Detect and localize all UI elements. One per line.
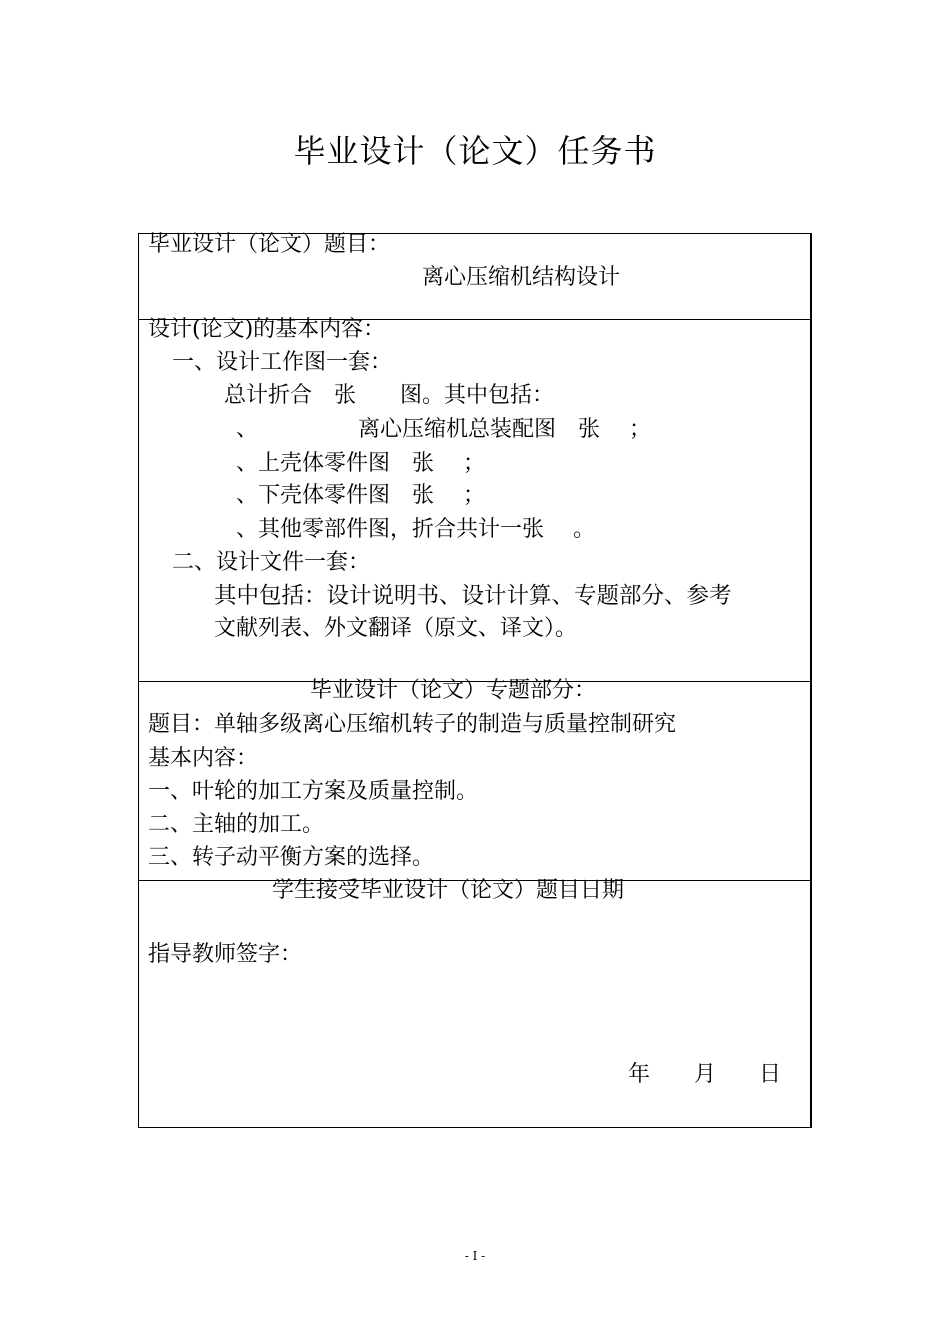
- documents-line-2: 文献列表、外文翻译（原文、译文）。: [214, 616, 578, 641]
- drawing-item-upper-casing: 、上壳体零件图 张 ；: [236, 451, 485, 476]
- special-item: 一、叶轮的加工方案及质量控制。: [148, 779, 479, 804]
- drawing-item-lower-casing: 、下壳体零件图 张 ；: [236, 483, 485, 508]
- date-month-label: 月: [694, 1062, 717, 1087]
- drawing-item-other-parts: 、其他零部件图，折合共计一张 。: [236, 517, 595, 542]
- special-section-label: 毕业设计（论文）专题部分：: [310, 678, 597, 703]
- drawing-item-bullet: 、: [236, 417, 259, 442]
- section-documents: 二、设计文件一套：: [172, 550, 371, 575]
- page-number: - I -: [464, 1249, 486, 1263]
- date-year-label: 年: [628, 1062, 651, 1087]
- topic-value: 离心压缩机结构设计: [422, 265, 621, 290]
- acceptance-date-label: 学生接受毕业设计（论文）题目日期: [272, 878, 625, 903]
- special-item: 二、主轴的加工。: [148, 812, 325, 837]
- date-day-label: 日: [759, 1062, 782, 1087]
- drawing-item-assembly: 离心压缩机总装配图 张 ；: [358, 417, 651, 442]
- basic-content-label: 设计(论文)的基本内容：: [148, 317, 386, 342]
- special-item: 三、转子动平衡方案的选择。: [148, 845, 435, 870]
- special-topic: 题目：单轴多级离心压缩机转子的制造与质量控制研究: [148, 712, 677, 737]
- documents-line-1: 其中包括：设计说明书、设计计算、专题部分、参考: [214, 583, 732, 609]
- advisor-signature-label: 指导教师签字：: [148, 942, 303, 967]
- drawings-total: 总计折合 张 图。其中包括：: [224, 383, 555, 408]
- topic-label: 毕业设计（论文）题目：: [148, 232, 391, 257]
- special-content-label: 基本内容：: [148, 746, 259, 771]
- document-title: 毕业设计（论文）任务书: [293, 132, 657, 170]
- section-drawings: 一、设计工作图一套：: [172, 350, 393, 375]
